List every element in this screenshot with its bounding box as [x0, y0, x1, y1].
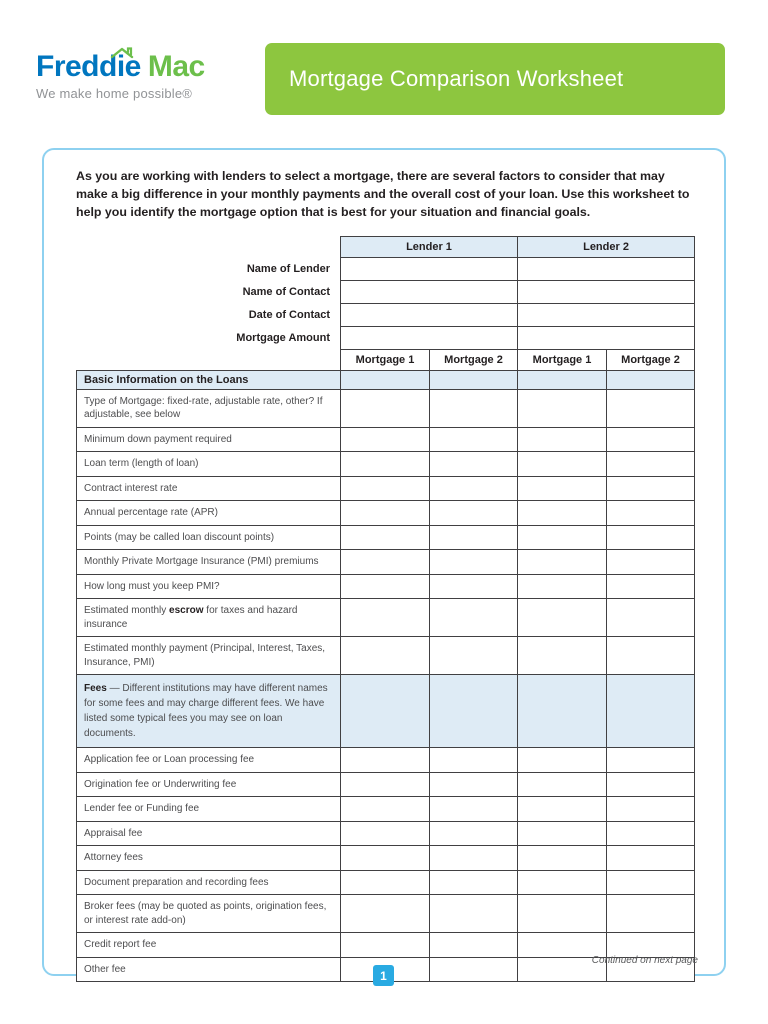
entry-cell[interactable]: [341, 280, 518, 303]
entry-cell[interactable]: [607, 476, 695, 501]
row-label: Points (may be called loan discount points): [77, 525, 341, 550]
entry-cell[interactable]: [341, 326, 518, 349]
table-row: [77, 550, 695, 575]
entry-cell[interactable]: [430, 772, 518, 797]
entry-cell[interactable]: [518, 303, 695, 326]
table-row: [77, 933, 695, 958]
brand-wordmark: [36, 50, 205, 83]
lender-header-1: Lender 1: [341, 236, 518, 257]
entry-cell[interactable]: [341, 748, 430, 773]
entry-cell[interactable]: [430, 574, 518, 599]
section-cell: [341, 370, 430, 389]
table-row: [77, 675, 695, 748]
entry-cell[interactable]: [607, 895, 695, 933]
row-label: Credit report fee: [77, 933, 341, 958]
freddie-mac-logo: [36, 50, 205, 101]
entry-cell[interactable]: [518, 574, 607, 599]
entry-cell[interactable]: [341, 895, 430, 933]
entry-cell[interactable]: [518, 637, 607, 675]
row-label: Estimated monthly escrow for taxes and hazard insurance: [77, 599, 341, 637]
entry-cell[interactable]: [430, 748, 518, 773]
table-row: [77, 772, 695, 797]
worksheet-container: [42, 148, 726, 976]
table-row: [77, 452, 695, 477]
entry-cell[interactable]: [607, 574, 695, 599]
section-cell: [607, 370, 695, 389]
entry-cell[interactable]: [341, 797, 430, 822]
entry-cell[interactable]: [518, 427, 607, 452]
table-row: [77, 389, 695, 427]
title-banner: [265, 43, 725, 115]
row-label: Loan term (length of loan): [77, 452, 341, 477]
table-row: [77, 748, 695, 773]
info-row-label: Name of Lender: [246, 262, 330, 275]
entry-cell[interactable]: [518, 895, 607, 933]
section-cell: [341, 675, 430, 748]
entry-cell[interactable]: [430, 957, 518, 982]
entry-cell[interactable]: [518, 389, 607, 427]
entry-cell[interactable]: [430, 476, 518, 501]
table-row: [77, 349, 695, 370]
table-row: [77, 370, 695, 389]
table-row: [77, 501, 695, 526]
entry-cell[interactable]: [607, 501, 695, 526]
entry-cell[interactable]: [518, 280, 695, 303]
row-label: Broker fees (may be quoted as points, origination fees, or interest rate add-on): [77, 895, 341, 933]
entry-cell[interactable]: [430, 599, 518, 637]
entry-cell[interactable]: [341, 501, 430, 526]
spacer-cell: [77, 349, 341, 370]
table-row: [77, 236, 695, 257]
house-icon: [110, 38, 136, 71]
entry-cell[interactable]: [430, 637, 518, 675]
row-label: Annual percentage rate (APR): [77, 501, 341, 526]
entry-cell[interactable]: [607, 427, 695, 452]
continued-note: Continued on next page: [591, 955, 698, 966]
entry-cell[interactable]: [341, 933, 430, 958]
entry-cell[interactable]: [430, 895, 518, 933]
brand-freddie: Freddie: [36, 50, 141, 83]
row-label: How long must you keep PMI?: [77, 574, 341, 599]
row-label: Contract interest rate: [77, 476, 341, 501]
entry-cell[interactable]: [430, 933, 518, 958]
table-row: [77, 280, 695, 303]
table-row: [77, 427, 695, 452]
entry-cell[interactable]: [607, 797, 695, 822]
entry-cell[interactable]: [607, 599, 695, 637]
table-row: [77, 303, 695, 326]
entry-cell[interactable]: [430, 525, 518, 550]
table-row: [77, 821, 695, 846]
entry-cell[interactable]: [430, 389, 518, 427]
table-row: [77, 257, 695, 280]
table-row: [77, 476, 695, 501]
table-row: [77, 525, 695, 550]
entry-cell[interactable]: [341, 452, 430, 477]
entry-cell[interactable]: [607, 821, 695, 846]
entry-cell[interactable]: [341, 772, 430, 797]
entry-cell[interactable]: [518, 452, 607, 477]
entry-cell[interactable]: [430, 821, 518, 846]
entry-cell[interactable]: [341, 303, 518, 326]
entry-cell[interactable]: [341, 389, 430, 427]
table-row: [77, 574, 695, 599]
entry-cell[interactable]: [341, 870, 430, 895]
entry-cell[interactable]: [607, 550, 695, 575]
entry-cell[interactable]: [430, 452, 518, 477]
row-label: Document preparation and recording fees: [77, 870, 341, 895]
entry-cell[interactable]: [518, 550, 607, 575]
entry-cell[interactable]: [341, 427, 430, 452]
entry-cell[interactable]: [518, 846, 607, 871]
table-row: [77, 797, 695, 822]
entry-cell[interactable]: [518, 501, 607, 526]
row-label: Attorney fees: [77, 846, 341, 871]
intro-paragraph: As you are working with lenders to select a mortgage, there are several factors to consider that may make a big difference in your monthly payments and the overall cost of your loan. Use this worksheet to help you identify the mortgage option that is best for your situation and financial goals.: [76, 169, 690, 219]
section-cell: [430, 370, 518, 389]
entry-cell[interactable]: [607, 452, 695, 477]
section-cell: [518, 370, 607, 389]
mortgage-header-3: Mortgage 1: [518, 349, 607, 370]
table-row: [77, 326, 695, 349]
entry-cell[interactable]: [430, 427, 518, 452]
spacer-cell: [77, 236, 341, 257]
entry-cell[interactable]: [607, 933, 695, 958]
entry-cell[interactable]: [607, 748, 695, 773]
entry-cell[interactable]: [607, 389, 695, 427]
lender-header-2: Lender 2: [518, 236, 695, 257]
table-row: [77, 599, 695, 637]
entry-cell[interactable]: [607, 846, 695, 871]
info-row-label: Name of Contact: [242, 285, 330, 298]
entry-cell[interactable]: [518, 870, 607, 895]
entry-cell[interactable]: [518, 599, 607, 637]
entry-cell[interactable]: [341, 846, 430, 871]
table-row: [77, 895, 695, 933]
row-label: Monthly Private Mortgage Insurance (PMI) premiums: [77, 550, 341, 575]
brand-mac: Mac: [147, 50, 205, 83]
entry-cell[interactable]: [341, 599, 430, 637]
entry-cell[interactable]: [430, 550, 518, 575]
row-label: Origination fee or Underwriting fee: [77, 772, 341, 797]
brand-tagline: We make home possible®: [36, 86, 193, 101]
section-cell: [607, 675, 695, 748]
mortgage-header-1: Mortgage 1: [341, 349, 430, 370]
entry-cell[interactable]: [518, 748, 607, 773]
entry-cell[interactable]: [430, 501, 518, 526]
entry-cell[interactable]: [607, 637, 695, 675]
entry-cell[interactable]: [518, 257, 695, 280]
section-cell: [518, 675, 607, 748]
entry-cell[interactable]: [518, 525, 607, 550]
info-row-label: Mortgage Amount: [236, 331, 330, 344]
entry-cell[interactable]: [518, 821, 607, 846]
row-label: Type of Mortgage: fixed-rate, adjustable rate, other? If adjustable, see below: [77, 389, 341, 427]
row-label: Other fee: [77, 957, 341, 982]
entry-cell[interactable]: [607, 525, 695, 550]
entry-cell[interactable]: [607, 870, 695, 895]
row-label: Lender fee or Funding fee: [77, 797, 341, 822]
entry-cell[interactable]: [607, 772, 695, 797]
entry-cell[interactable]: [518, 772, 607, 797]
page-number-badge: 1: [373, 965, 394, 986]
row-label: Minimum down payment required: [77, 427, 341, 452]
entry-cell[interactable]: [430, 846, 518, 871]
entry-cell[interactable]: [341, 637, 430, 675]
info-row-label: Date of Contact: [248, 308, 330, 321]
mortgage-header-4: Mortgage 2: [607, 349, 695, 370]
entry-cell[interactable]: [341, 525, 430, 550]
entry-cell[interactable]: [341, 550, 430, 575]
table-row: [77, 637, 695, 675]
row-label: Appraisal fee: [77, 821, 341, 846]
row-label: Application fee or Loan processing fee: [77, 748, 341, 773]
entry-cell[interactable]: [341, 257, 518, 280]
page-title: Mortgage Comparison Worksheet: [289, 66, 624, 91]
entry-cell[interactable]: [430, 870, 518, 895]
entry-cell[interactable]: [518, 933, 607, 958]
row-label: Estimated monthly payment (Principal, Interest, Taxes, Insurance, PMI): [77, 637, 341, 675]
mortgage-header-2: Mortgage 2: [430, 349, 518, 370]
entry-cell[interactable]: [341, 821, 430, 846]
entry-cell[interactable]: [518, 476, 607, 501]
section-header-basic: Basic Information on the Loans: [77, 370, 341, 389]
entry-cell[interactable]: [341, 476, 430, 501]
entry-cell[interactable]: [518, 326, 695, 349]
section-header-fees: Fees — Different institutions may have different names for some fees and may charge different fees. We have listed some typical fees you may see on loan documents.: [77, 675, 341, 748]
comparison-table: [76, 236, 695, 983]
entry-cell[interactable]: [341, 574, 430, 599]
entry-cell[interactable]: [518, 797, 607, 822]
entry-cell[interactable]: [430, 797, 518, 822]
section-cell: [430, 675, 518, 748]
table-row: [77, 846, 695, 871]
table-row: [77, 870, 695, 895]
